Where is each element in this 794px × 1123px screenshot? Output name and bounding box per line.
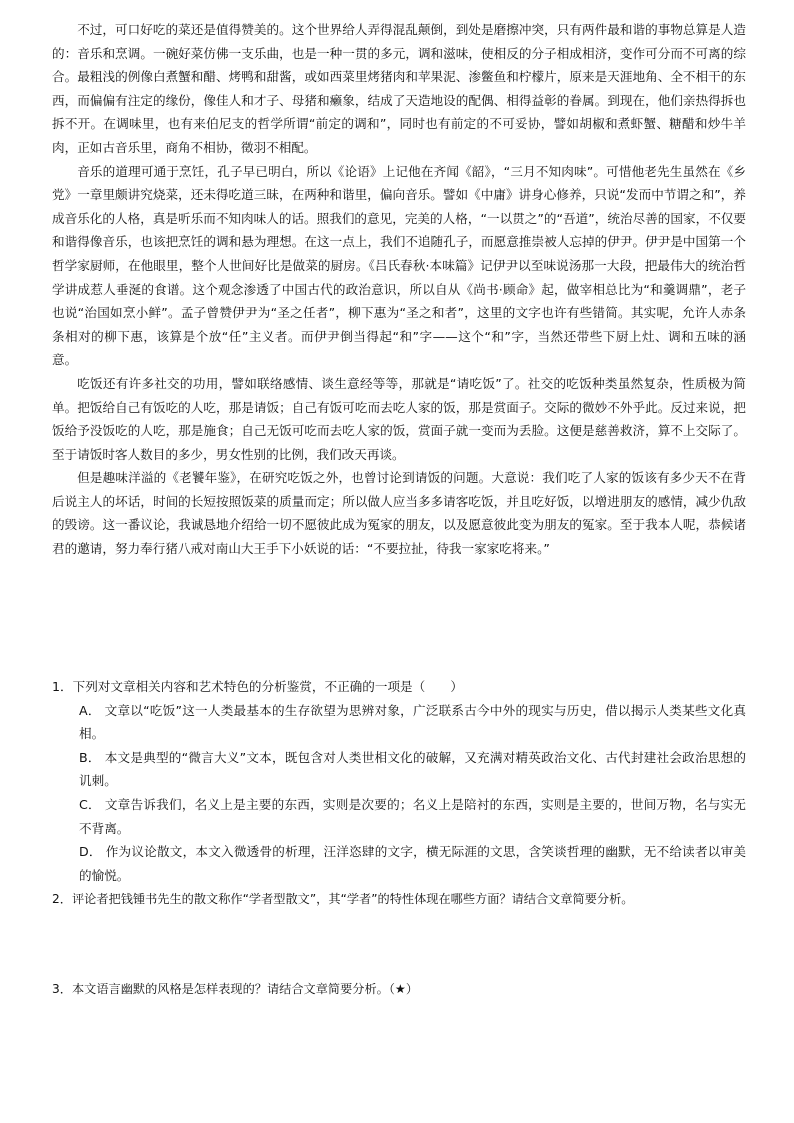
passage-paragraph-2: 音乐的道理可通于烹饪，孔子早已明白，所以《论语》上记他在齐闻《韶》，“三月不知肉味”。可惜他老先生虽然在《乡党》一章里颇讲究烧菜，还未得吃道三昧，在两种和谐里，偏向音乐。譬如《中庸》讲身心修养，只说“发而中节谓之和”，养成音乐化的人格，真是听乐而不知肉味人的话。照我们的意见，完美的人格，“一以贯之”的“吾道”，统治尽善的国家，不仅要和谐得像音乐，也该把烹饪的调和悬为理想。在这一点上，我们不追随孔子，而愿意推崇被人忘掉的伊尹。伊尹是中国第一个哲学家厨师，在他眼里，整个人世间好比是做菜的厨房。《吕氏春秋·本味篇》记伊尹以至味说汤那一大段，把最伟大的统治哲学讲成惹人垂涎的食谱。这个观念渗透了中国古代的政治意识，所以自从《尚书·顾命》起，做宰相总比为“和羹调鼎”，老子也说“治国如烹小鲜”。孟子曾赞伊尹为“圣之任者”，柳下惠为“圣之和者”，这里的文字也许有些错简。其实呢，允许人赤条条相对的柳下惠，该算是个放“任”主义者。而伊尹倒当得起“和”字——这个“和”字，当然还带些下厨上灶、调和五味的涵意。 <box>52 163 746 368</box>
question-2 <box>52 888 746 912</box>
option-b <box>79 746 746 793</box>
passage-paragraph-1: 不过，可口好吃的菜还是值得赞美的。这个世界给人弄得混乱颠倒，到处是磨擦冲突，只有两件最和谐的事物总算是人造的：音乐和烹调。一碗好菜仿佛一支乐曲，也是一种一贯的多元，调和滋味，使相反的分子相成相济，变作可分而不可离的综合。最粗浅的例像白煮蟹和醋、烤鸭和甜酱，或如西菜里烤猪肉和苹果泥、渗鳖鱼和柠檬片，原来是天涯地角、全不相干的东西，而偏偏有注定的缘份，像佳人和才子、母猪和癞象，结成了天造地设的配偶、相得益彰的眷属。到现在，他们亲热得拆也拆不开。在调味里，也有来伯尼支的哲学所谓“前定的调和”，同时也有前定的不可妥协，譬如胡椒和煮虾蟹、糖醋和炒牛羊肉，正如古音乐里，商角不相协，徵羽不相配。 <box>52 22 746 155</box>
question-1-stem: 1．下列对文章相关内容和艺术特色的分析鉴赏，不正确的一项是（ ） <box>52 679 464 694</box>
question-3-text: 3．本文语言幽默的风格是怎样表现的？请结合文章简要分析。（★） <box>52 982 419 996</box>
option-a-label: A． <box>79 702 101 718</box>
option-b-text: 本文是典型的“微言大义”文本，既包含对人类世相文化的破解，又充满对精英政治文化、古代封建社会政治思想的讥刺。 <box>79 749 746 789</box>
option-c <box>79 793 746 840</box>
reading-passage <box>52 18 746 561</box>
option-b-label: B． <box>79 749 101 765</box>
question-3 <box>52 978 746 1002</box>
option-c-label: C． <box>79 796 101 812</box>
option-a <box>79 699 746 746</box>
option-d-text: 作为议论散文，本文入微透骨的析理，汪洋恣肆的文字，横无际涯的文思，含笑谈哲理的幽默，无不给读者以审美的愉悦。 <box>79 844 747 883</box>
question-1 <box>52 675 746 887</box>
question-2-text: 2．评论者把钱锺书先生的散文称作“学者型散文”，其“学者”的特性体现在哪些方面？请结合文章简要分析。 <box>52 892 634 906</box>
option-d-label: D． <box>79 844 102 860</box>
option-a-text: 文章以“吃饭”这一人类最基本的生存欲望为思辨对象，广泛联系古今中外的现实与历史，借以揭示人类某些文化真相。 <box>79 702 746 742</box>
option-c-text: 文章告诉我们，名义上是主要的东西，实则是次要的；名义上是陪衬的东西，实则是主要的，世间万物，名与实无不背离。 <box>79 796 747 836</box>
option-d <box>79 840 746 887</box>
passage-paragraph-4: 但是趣味洋溢的《老饕年鉴》，在研究吃饭之外，也曾讨论到请饭的问题。大意说：我们吃了人家的饭该有多少天不在背后说主人的坏话，时间的长短按照饭菜的质量而定；所以做人应当多多请客吃饭，并且吃好饭，以增进朋友的感情，减少仇敌的毁谤。这一番议论，我诚恳地介绍给一切不愿彼此成为冤家的朋友，以及愿意彼此变为朋友的冤家。至于我本人呢，恭候诸君的邀请，努力奉行猪八戒对南山大王手下小妖说的话：“不要拉扯，待我一家家吃将来。” <box>52 470 746 557</box>
passage-paragraph-3: 吃饭还有许多社交的功用，譬如联络感情、谈生意经等等，那就是“请吃饭”了。社交的吃饭种类虽然复杂，性质极为简单。把饭给自己有饭吃的人吃，那是请饭；自己有饭可吃而去吃人家的饭，那是赏面子。交际的微妙不外乎此。反过来说，把饭给予没饭吃的人吃，那是施食；自己无饭可吃而去吃人家的饭，赏面子就一变而为丢脸。这便是慈善救济，算不上交际了。至于请饭时客人数目的多少，男女性别的比例，我们改天再谈。 <box>52 375 746 462</box>
